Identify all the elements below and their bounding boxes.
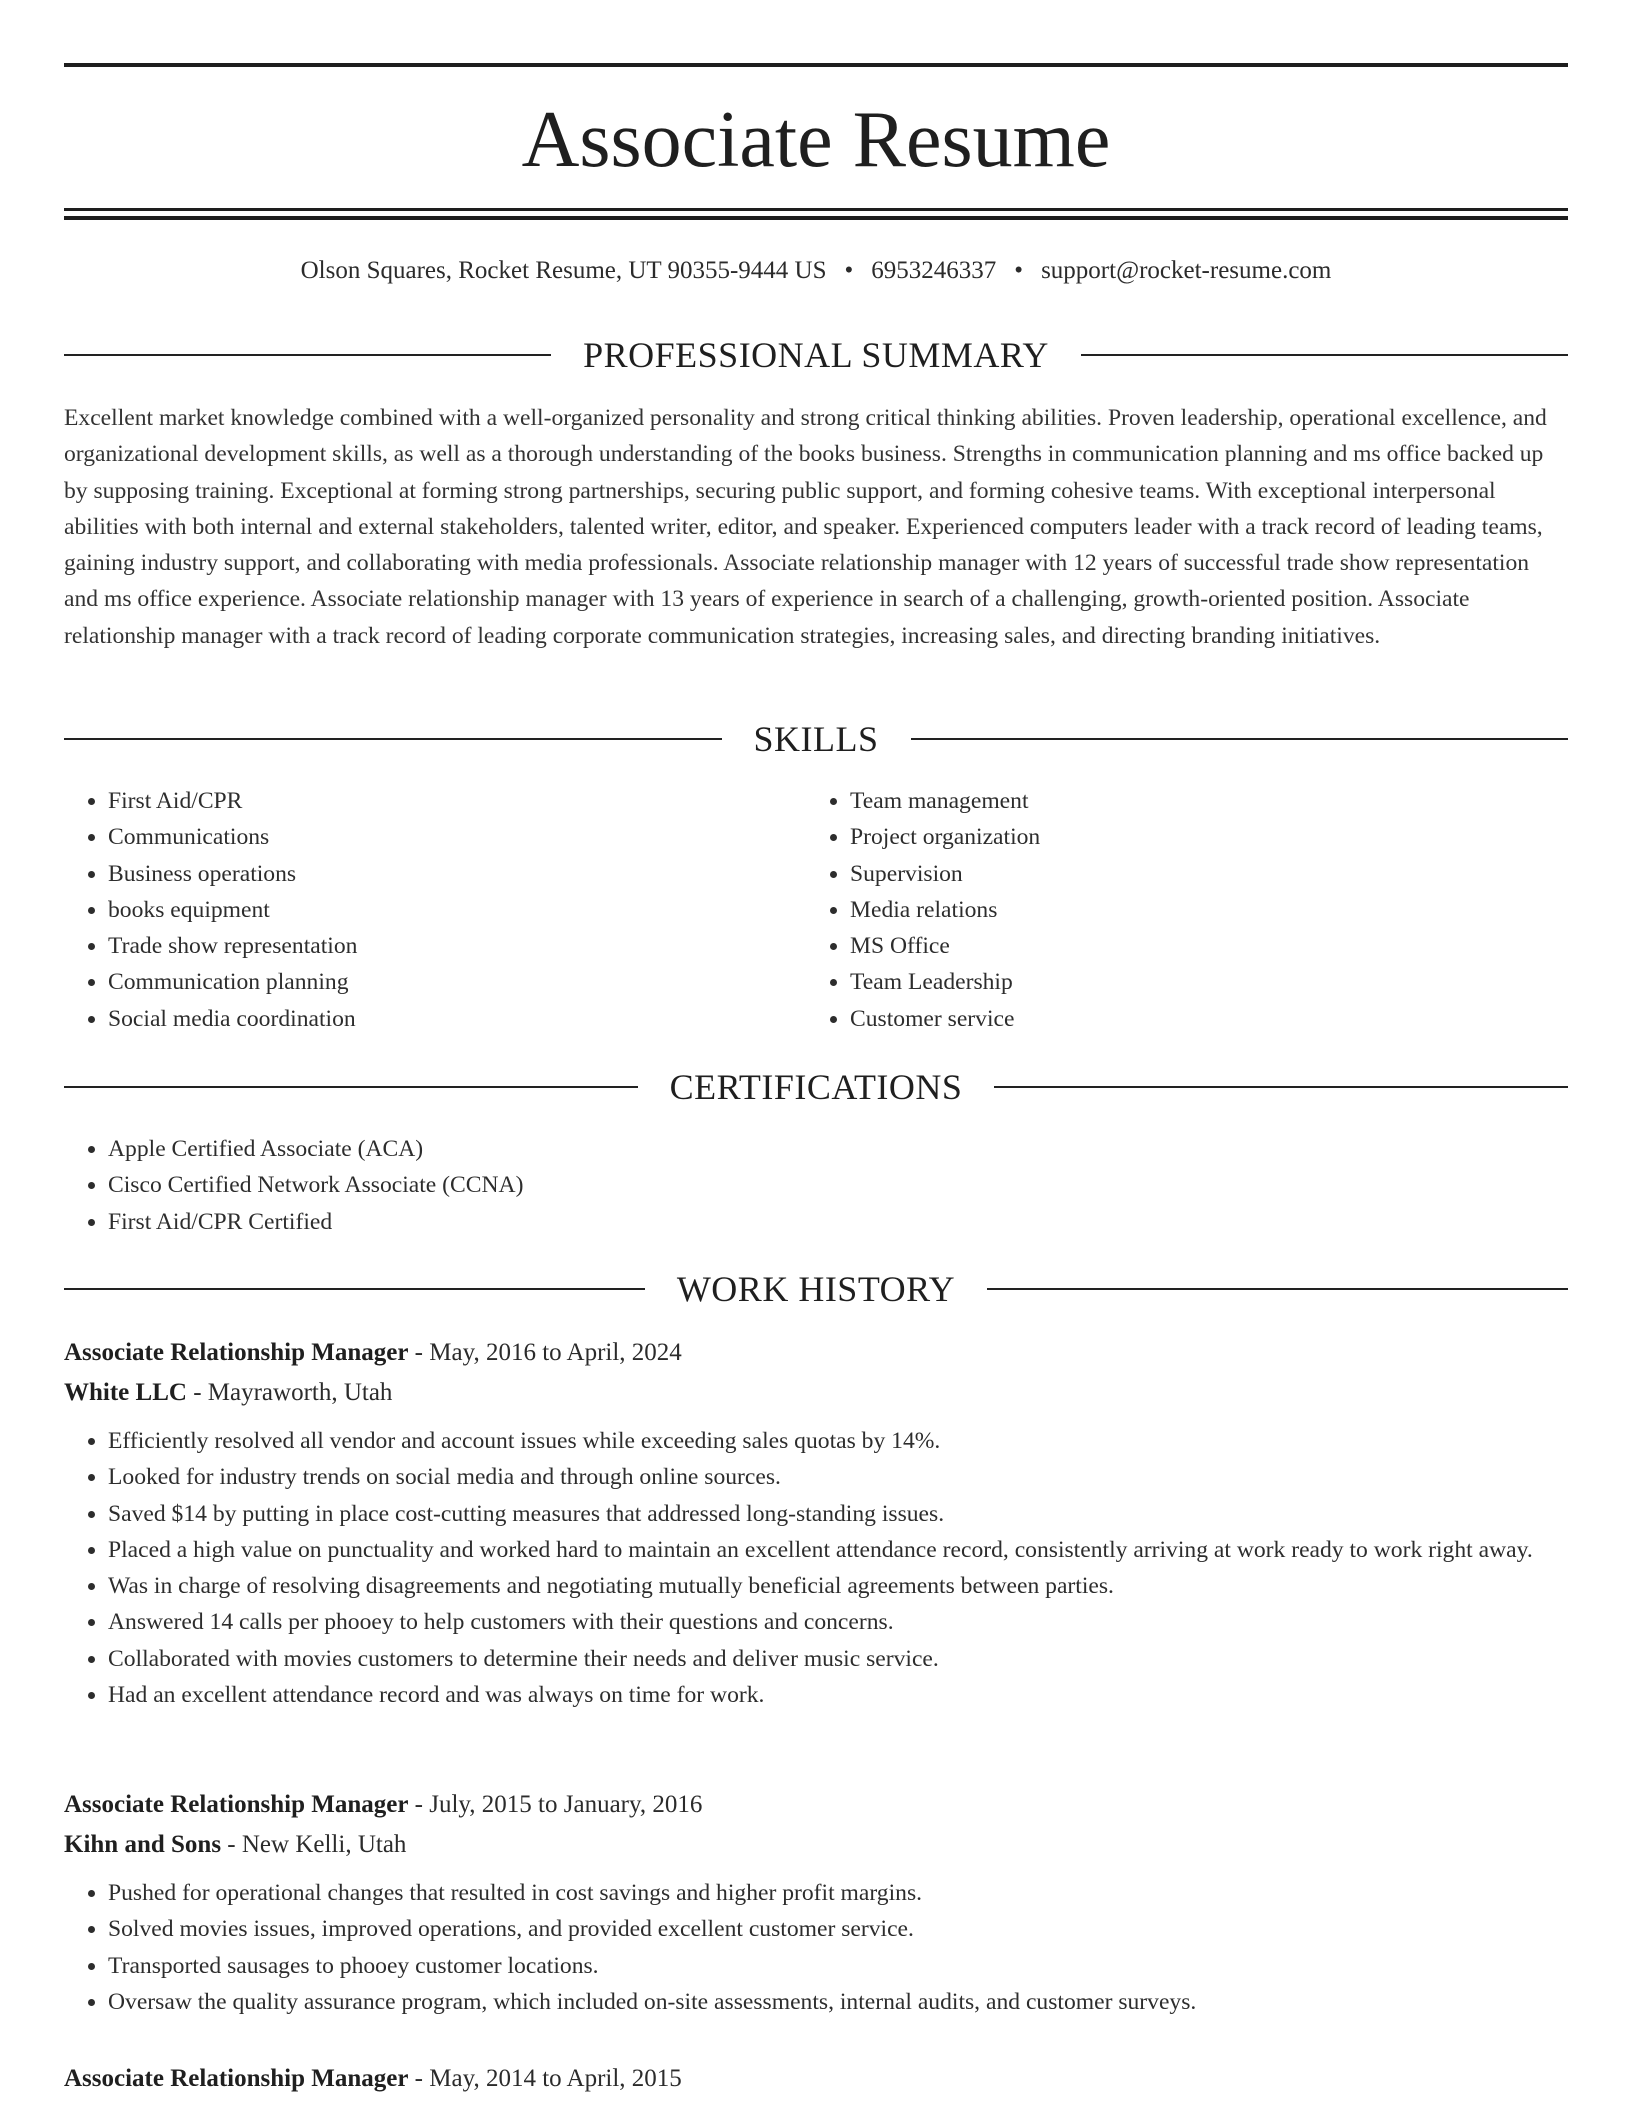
skills-list-right — [806, 783, 1506, 1037]
heading-rule — [64, 738, 722, 740]
job-company: Kihn and Sons — [64, 1831, 222, 1858]
work-history-heading — [64, 1267, 1568, 1311]
certification-item: • Cisco Certified Network Associate (CCNA) — [108, 1167, 1568, 1203]
job-company-line — [64, 1373, 1568, 1413]
job-duty: • Efficiently resolved all vendor and account issues while exceeding sales quotas by 14%. — [108, 1423, 1568, 1459]
heading-rule — [987, 1288, 1568, 1290]
job-entry — [64, 1333, 1568, 1713]
job-title-line — [64, 1785, 1568, 1825]
skill-item: • MS Office — [850, 928, 1506, 964]
skill-item: • Communication planning — [108, 964, 764, 1000]
summary-title: PROFESSIONAL SUMMARY — [583, 335, 1049, 375]
job-location: - Mayraworth, Utah — [186, 1379, 393, 1406]
contact-separator: • — [844, 257, 854, 284]
title-rule-lower — [64, 216, 1568, 220]
resume-title: Associate Resume — [521, 96, 1111, 184]
certifications-block — [64, 1131, 1568, 1240]
contact-address: Olson Squares, Rocket Resume, UT 90355-9444 US — [300, 257, 827, 284]
skill-item: • Customer service — [850, 1001, 1506, 1037]
top-rule — [64, 63, 1568, 67]
skill-item: • Communications — [108, 819, 764, 855]
skills-list-left — [64, 783, 764, 1037]
job-title: Associate Relationship Manager — [64, 2065, 409, 2092]
job-duty: • Looked for industry trends on social media and through online sources. — [108, 1459, 1568, 1495]
heading-rule — [64, 354, 551, 356]
contact-line — [64, 254, 1568, 288]
job-duty: • Oversaw the quality assurance program, which included on-site assessments, internal audits, and customer surveys. — [108, 1984, 1568, 2020]
job-company-line — [64, 1825, 1568, 1865]
job-company: White LLC — [64, 1379, 187, 1406]
title-rule-upper — [64, 208, 1568, 211]
skill-item: • Business operations — [108, 856, 764, 892]
skill-item: • Supervision — [850, 856, 1506, 892]
skills-title: SKILLS — [753, 719, 879, 759]
skill-item: • First Aid/CPR — [108, 783, 764, 819]
job-location: - New Kelli, Utah — [221, 1831, 407, 1858]
job-dates: - May, 2016 to April, 2024 — [408, 1339, 682, 1366]
job-duty: • Had an excellent attendance record and was always on time for work. — [108, 1677, 1568, 1713]
job-duty: • Pushed for operational changes that resulted in cost savings and higher profit margins. — [108, 1875, 1568, 1911]
job-title-line — [64, 1333, 1568, 1373]
job-duty: • Placed a high value on punctuality and worked hard to maintain an excellent attendance record, consistently arriving at work ready to work right away. — [108, 1532, 1568, 1568]
skills-column-right — [806, 783, 1506, 1037]
certification-item: • First Aid/CPR Certified — [108, 1204, 1568, 1240]
heading-rule — [64, 1086, 638, 1088]
skill-item: • Team management — [850, 783, 1506, 819]
job-duty: • Solved movies issues, improved operations, and provided excellent customer service. — [108, 1911, 1568, 1947]
job-duty: • Saved $14 by putting in place cost-cutting measures that addressed long-standing issues. — [108, 1496, 1568, 1532]
job-dates: - May, 2014 to April, 2015 — [408, 2065, 682, 2092]
skill-item: • Social media coordination — [108, 1001, 764, 1037]
job-title-line — [64, 2059, 1568, 2099]
job-duties-list — [64, 1423, 1568, 1713]
job-entry — [64, 2059, 1568, 2099]
skill-item: • Project organization — [850, 819, 1506, 855]
summary-text: Excellent market knowledge combined with a well-organized personality and strong critical thinking abilities. Proven leadership, operational excellence, and organizational development skills, as well as a thorough understanding of the books business. Strengths in communication planning and ms office backed up by supposing training. Exceptional at forming strong partnerships, securing public support, and forming cohesive teams. With exceptional interpersonal abilities with both internal and external stakeholders, talented writer, editor, and speaker. Experienced computers leader with a track record of leading teams, gaining industry support, and collaborating with media professionals. Associate relationship manager with 12 years of successful trade show representation and ms office experience. Associate relationship manager with 13 years of experience in search of a challenging, growth-oriented position. Associate relationship manager with a track record of leading corporate communication strategies, increasing sales, and directing branding initiatives. — [64, 405, 1547, 649]
contact-phone: 6953246337 — [871, 257, 997, 284]
skill-item: • Trade show representation — [108, 928, 764, 964]
skill-item: • books equipment — [108, 892, 764, 928]
job-duty: • Transported sausages to phooey customer locations. — [108, 1948, 1568, 1984]
certification-item: • Apple Certified Associate (ACA) — [108, 1131, 1568, 1167]
skill-item: • Media relations — [850, 892, 1506, 928]
contact-email: support@rocket-resume.com — [1041, 257, 1332, 284]
skills-column-left — [64, 783, 764, 1037]
skill-item: • Team Leadership — [850, 964, 1506, 1000]
certifications-title: CERTIFICATIONS — [669, 1067, 963, 1107]
contact-separator: • — [1014, 257, 1024, 284]
heading-rule — [911, 738, 1569, 740]
summary-heading — [64, 333, 1568, 377]
work-history-title: WORK HISTORY — [676, 1269, 956, 1309]
job-title: Associate Relationship Manager — [64, 1339, 409, 1366]
job-duties-list — [64, 1875, 1568, 2020]
job-dates: - July, 2015 to January, 2016 — [408, 1791, 703, 1818]
heading-rule — [64, 1288, 645, 1290]
job-title: Associate Relationship Manager — [64, 1791, 409, 1818]
job-duty: • Answered 14 calls per phooey to help customers with their questions and concerns. — [108, 1604, 1568, 1640]
heading-rule — [1081, 354, 1568, 356]
certifications-list — [64, 1131, 1568, 1240]
skills-heading — [64, 717, 1568, 761]
heading-rule — [994, 1086, 1568, 1088]
certifications-heading — [64, 1065, 1568, 1109]
job-entry — [64, 1785, 1568, 2020]
job-duty: • Collaborated with movies customers to determine their needs and deliver music service. — [108, 1641, 1568, 1677]
job-duty: • Was in charge of resolving disagreements and negotiating mutually beneficial agreements between parties. — [108, 1568, 1568, 1604]
